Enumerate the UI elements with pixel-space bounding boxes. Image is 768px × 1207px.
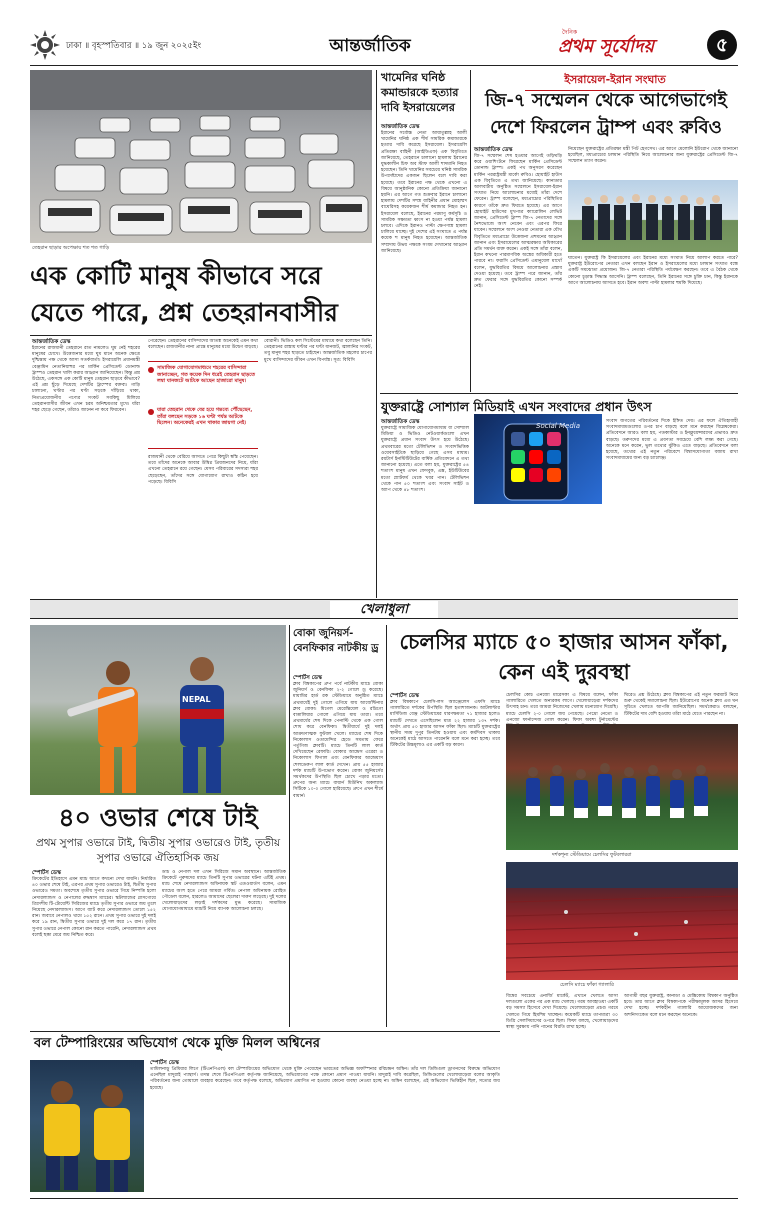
tehran-headline: এক কোটি মানুষ কীভাবে সরে যেতে পারে, প্রশ্ন তেহরানবাসীর	[30, 261, 338, 327]
ashwin-headline: বল টেম্পারিংয়ের অভিযোগ থেকে মুক্তি মিলল অশ্বিনের	[34, 1036, 320, 1051]
tehran-column-3: বোরানী। ভিডিও কল সিস্টেমের মাধ্যমে কথা বলেছেন তিনি। তেহরানের রাস্তায় ঘণ্টার পর ঘণ্টা যানজট, জ্বালানির সংকট, তবু মানুষ শহর ছাড়তে চাইছেন। আন্তর্জাতিক মহলের চাপের মুখে বাসিন্দাদের জীবন এখন বিপর্যস্ত। সূত্র: বিবিসি	[264, 339, 372, 363]
sports-divider-2	[386, 625, 387, 1027]
social-photo-label: Social Media	[536, 422, 581, 430]
chelsea-lower-col-2: আগামী বছর যুক্তরাষ্ট্র, কানাডা ও মেক্সিকোয় বিশ্বকাপ অনুষ্ঠিত হবে। তার আগে ক্লাব বিশ্বকাপকে পরীক্ষামূলক আসর হিসেবে দেখা হচ্ছে। দর্শকহীন গ্যালারি আয়োজকদের জন্য অশনিসংকেত বলে মনে করছেন অনেকে।	[624, 994, 738, 1018]
page-bottom-rule	[30, 1198, 738, 1199]
ashwin-top-rule	[30, 1031, 500, 1032]
social-column-2: সংবাদ জগতের পরিবর্তনের দিকে ইঙ্গিত দেয়। এর ফলে ঐতিহ্যবাহী সংবাদমাধ্যমগুলোর ওপর চাপ বাড়ছে বলে মনে করছেন বিশ্লেষকেরা। প্রতিবেদনে আরও বলা হয়, পডকাস্টার ও ইনফ্লুয়েন্সারদের প্রভাবও দ্রুত বাড়ছে। তরুণদের মধ্যে এ প্রবণতা সবচেয়ে বেশি লক্ষ্য করা গেছে। অনেকে মনে করেন, ভুল তথ্যের ঝুঁকিও এতে বাড়ছে। প্রতিবেদনে বলা হয়েছে, তথ্যের এই নতুন পরিবেশে বিশ্বাসযোগ্যতা বজায় রাখা সংবাদমাধ্যমের জন্য বড় চ্যালেঞ্জ।	[606, 419, 738, 462]
quote-bullet-2	[148, 407, 258, 447]
chelsea-headline: চেলসির ম্যাচে ৫০ হাজার আসন ফাঁকা, কেন এই দুরবস্থা	[399, 630, 729, 684]
tehran-column-1: ইরানের রাজধানী তেহরানে রাত নামলেও ঘুম নেই শহরের মানুষের চোখে। উত্তেজনার মধ্যে ঘুম মানে অনেক ক্ষেত্রে দুশ্চিন্তায় পক্ষ থেকে আসা সতর্কবার্তা। ইসরায়েলি প্রধানমন্ত্রী বেঞ্জামিন নেতানিয়াহুর পর মার্কিন প্রেসিডেন্ট ডোনাল্ড ট্রাম্পও তেহরান খালি করার আহ্বান জানিয়েছেন। কিন্তু প্রশ্ন উঠেছে, একসঙ্গে এক কোটি মানুষ তেহরান ছাড়বে কীভাবে? এই প্রশ্ন ছুঁড়ে দিয়েছে দেশটির ট্রাম্পের বক্তব্য। গাড়ি চালানো, ঘণ্টার পর ঘণ্টা সড়কে দাঁড়িয়ে থাকা, নিত্যপ্রয়োজনীয় পণ্যের সংকট সবকিছু মিলিয়ে তেহরানবাসীর জীবন এখন চরম অনিশ্চয়তার মুখে। যাঁরা শহর ছেড়ে গেছেন, তাঁরাও জানেন না কবে ফিরবেন।	[32, 346, 140, 414]
sports-banner-title: খেলাধুলা	[330, 601, 438, 618]
g7-leaders-photo	[568, 180, 738, 252]
quote-text-2: যারা তেহরান থেকে বের হয়ে গন্তব্যে পৌঁছেছেন, তাঁরা বলছেন সড়কে ১৬ ঘণ্টা পর্যন্ত আটকে ছিলেন। অনেকেরই এখন থাকার জায়গা নেই।	[157, 407, 253, 427]
footballers-graphic	[506, 724, 738, 850]
tie-headline: ৪০ ওভার শেষে টাই	[58, 803, 258, 832]
khamenei-body: ইরানের সর্বোচ্চ নেতা আয়াতুল্লাহ আলী খামেনির ঘনিষ্ঠ এক শীর্ষ সামরিক কমান্ডারকে হত্যার দাবি করেছে ইসরায়েল। ইসরায়েলি প্রতিরক্ষা বাহিনী (আইডিএফ) এক বিবৃতিতে জানিয়েছে, তেহরানে চালানো হামলায় ইরানের যুদ্ধকালীন চিফ অব স্টাফ আলী শাদমানি নিহত হয়েছেন। তিনি খামেনির সবচেয়ে ঘনিষ্ঠ সামরিক উপদেষ্টাদের একজন ছিলেন বলে দাবি করা হয়েছে। তবে ইরানের পক্ষ থেকে এখনো এ বিষয়ে আনুষ্ঠানিক কোনো প্রতিক্রিয়া জানানো হয়নি। এর আগে গত শুক্রবার ইরানে চালানো হামলায় দেশটির সশস্ত্র বাহিনীর প্রধান মোহাম্মদ বাঘেরিসহ কয়েকজন শীর্ষ কমান্ডার নিহত হন। ইসরায়েল বলেছে, ইরানের পরমাণু কর্মসূচি ও সামরিক সক্ষমতা ধ্বংস না হওয়া পর্যন্ত হামলা চলবে। এদিকে ইরানও পাল্টা ক্ষেপণাস্ত্র হামলা চালিয়ে যাচ্ছে। দুই দেশের এই সংঘাতে এ পর্যন্ত কয়েক শ মানুষ নিহত হয়েছেন। আন্তর্জাতিক সম্প্রদায় উভয় পক্ষকে সংযম দেখানোর আহ্বান জানিয়েছে।	[381, 131, 467, 254]
section-title: আন্তর্জাতিক	[329, 36, 411, 56]
ashwin-desk: স্পোর্টস ডেস্ক	[150, 1060, 179, 1066]
social-column-1: যুক্তরাষ্ট্রে সামাজিক যোগাযোগমাধ্যম বা সোশ্যাল মিডিয়া ও ভিডিও নেটওয়ার্কগুলো এখন যুক্তরাষ্ট্রে প্রধান সংবাদ উৎস হয়ে উঠেছে। প্রথমবারের মতো টেলিভিশন ও সংবাদভিত্তিক ওয়েবসাইটকে ছাড়িয়ে গেছে এসব মাধ্যম। রয়টার্স ইনস্টিটিউটের বার্ষিক প্রতিবেদনে এ তথ্য জানানো হয়েছে। এতে বলা হয়, যুক্তরাষ্ট্রের ৫৪ শতাংশ মানুষ এখন ফেসবুক, এক্স, ইউটিউবের মতো প্ল্যাটফর্ম থেকে খবর পান। টেলিভিশন থেকে পান ৫০ শতাংশ এবং সংবাদ সাইট ও অ্যাপ থেকে ৪৮ শতাংশ।	[381, 426, 469, 494]
chelsea-lower-col-1: বিশ্বের সবচেয়ে এনার্জি মার্কেট, এখানে খেলতে আসা দলগুলো একের পর এক ম্যাচ খেলছে। গরম আবহাওয়া একটি বড় সমস্যা হিসেবে দেখা দিয়েছে। খেলোয়াড়েরা প্রচণ্ড গরমে খেলতে গিয়ে হিমশিম খাচ্ছেন। কয়েকটি ম্যাচে তাপমাত্রা ৩০ ডিগ্রি সেলসিয়াসের ওপরে ছিল। ফিফা বলছে, খেলোয়াড়দের স্বাস্থ্য সুরক্ষায় পানি পানের বিরতি রাখা হচ্ছে।	[506, 994, 618, 1031]
quote-bullet-1	[148, 365, 258, 403]
empty-stands-photo	[506, 862, 738, 980]
tehran-headline-rule	[30, 335, 372, 336]
tehran-column-2: পেরেছেন। তেহরানের বাসিন্দাদের আতঙ্ক অনেকেই এমন কথা বলেছেন। রাজধানীর নানা প্রান্তে মানুষের মধ্যে উদ্বেগ বাড়ছে।	[148, 339, 258, 351]
bullet-dot-icon	[148, 367, 154, 373]
jersey-label: NEPAL	[182, 695, 211, 704]
ashwin-body: তামিলনাড়ু প্রিমিয়ার লিগে (টিএনপিএল) বল টেম্পারিংয়ের অভিযোগ থেকে মুক্তি পেয়েছেন ভারতের অভিজ্ঞ অফস্পিনার রবিচন্দ্রন অশ্বিন। তাঁর দল ডিন্ডিগুল ড্রাগনসের বিরুদ্ধে অভিযোগ এনেছিল মাদুরাই প্যান্থার্স। তদন্ত শেষে টিএনপিএল কর্তৃপক্ষ জানিয়েছে, অভিযোগের পক্ষে কোনো প্রমাণ পাওয়া যায়নি। মাদুরাই দাবি করেছিল, ডিন্ডিগুলের খেলোয়াড়েরা বলের আকৃতি পরিবর্তনের জন্য তোয়ালে ব্যবহার করেছেন। তবে কর্তৃপক্ষ বলেছে, অভিযোগ প্রমাণিত না হওয়ায় কোনো ব্যবস্থা নেওয়া হচ্ছে না। অশ্বিন বলেছেন, এই অভিযোগ ভিত্তিহীন ছিল, সত্যের জয় হয়েছে।	[150, 1067, 500, 1091]
g7-desk: আন্তর্জাতিক ডেস্ক	[474, 147, 513, 153]
chelsea-players-photo	[506, 724, 738, 850]
tie-subhead: প্রথম সুপার ওভারে টাই, দ্বিতীয় সুপার ওভারেও টাই, তৃতীয় সুপার ওভারে ঐতিহাসিক জয়	[35, 837, 281, 864]
g7-body-2: নিয়েছেন যুক্তরাষ্ট্রের প্রতিরক্ষা মন্ত্রী পিট হেগসেথ। এর আগে মেলোনি ইউরোপ থেকে জানানো হয়েছিল, মধ্যপ্রাচ্যের চলমান পরিস্থিতি নিয়ে আলোচনার জন্য যুক্তরাষ্ট্রের প্রেসিডেন্ট জি-৭ সম্মেলন ত্যাগ করেন।	[568, 147, 738, 165]
leaders-group-graphic	[568, 180, 738, 252]
column-divider-2	[470, 70, 471, 392]
cricket-photo	[30, 625, 286, 795]
masthead	[0, 0, 768, 70]
chelsea-body-2: চেলসির কোচ এনজো মারেসকা এ বিষয়ে বলেন, ফাঁকা গ্যালারিতে খেলতে অন্যরকম লাগে। খেলোয়াড়েরা দর্শকদের উৎসাহ চান। তবে আমরা নিজেদের খেলায় মনোযোগ দিয়েছি। ম্যাচে চেলসি ২-০ গোলে জয় পেয়েছে। পেদ্রো নেতো ও এনজো ফার্নান্দেজ গোল করেন। ফিফা অবশ্য টুর্নামেন্টের	[506, 693, 618, 723]
draw-headline: বোকা জুনিয়র্স-বেনফিকার নাটকীয় ড্র	[293, 628, 379, 654]
khamenei-desk: আন্তর্জাতিক ডেস্ক	[381, 124, 420, 130]
social-media-photo	[474, 414, 602, 504]
chelsea-body-3: ঘিরেও প্রশ্ন উঠেছে। ক্লাব বিশ্বকাপের এই নতুন ফরম্যাট নিয়ে শুরু থেকেই সমালোচনা ছিল। ইউরোপের অনেক ক্লাব এত ঘন সূচিতে খেলতে আপত্তি জানিয়েছিল। সমর্থকেরাও বলছেন, টিকিটের দাম বেশি হওয়ায় তাঁরা মাঠে যেতে পারছেন না।	[624, 693, 738, 717]
tehran-desk: আন্তর্জাতিক ডেস্ক	[32, 339, 71, 345]
tehran-pull-quote	[148, 361, 258, 449]
social-headline: যুক্তরাষ্ট্রে সোশ্যাল মিডিয়াই এখন সংবাদের প্রধান উৎস	[381, 399, 652, 414]
paper-logo: প্রথম সূর্যোদয়	[558, 36, 655, 57]
bullet-dot-icon	[148, 409, 154, 415]
traffic-cars-graphic	[30, 70, 372, 243]
stadium-seats-graphic	[506, 862, 738, 980]
sun-emblem-icon	[30, 30, 60, 60]
social-desk: আন্তর্জাতিক ডেস্ক	[381, 419, 420, 425]
ashwin-photo	[30, 1060, 144, 1192]
sports-divider-1	[289, 625, 290, 1027]
chelsea-photo1-caption: দর্শকশূন্য স্টেডিয়ামে চেলসির ফুটবলাররা	[552, 852, 632, 858]
players-yellow-jersey-graphic	[30, 1060, 144, 1192]
page-number: ৫	[707, 30, 737, 60]
sports-banner	[30, 599, 738, 619]
g7-kicker: ইসরায়েল-ইরান সংঘাত	[525, 71, 705, 91]
tehran-photo-caption: তেহরান ছাড়ার অপেক্ষায় শত শত গাড়ি	[32, 245, 110, 251]
chelsea-photo2-caption: চেলসি ম্যাচে ফাঁকা গ্যালারি	[560, 982, 614, 988]
paper-small-label: দৈনিক	[562, 29, 578, 36]
chelsea-desk: স্পোর্টস ডেস্ক	[390, 693, 419, 699]
g7-body: জি-৭ সম্মেলন শেষ হওয়ার আগেই তড়িঘড়ি করে ওয়াশিংটনে ফিরেছেন মার্কিন প্রেসিডেন্ট ডোনাল্ড ট্রাম্প। একই পথ অনুসরণ করেছেন মার্কিন পররাষ্ট্রমন্ত্রী মার্কো রুবিও। হোয়াইট হাউস এক বিবৃতিতে এ তথ্য জানিয়েছে। কানাডার আলবার্টায় অনুষ্ঠিত সম্মেলনে ইসরায়েল-ইরান সংঘাত নিয়ে আলোচনার মধ্যেই তাঁরা দেশে ফেরেন। ট্রাম্প বলেছেন, মধ্যপ্রাচ্যের পরিস্থিতির কারণে তাঁকে দ্রুত ফিরতে হয়েছে। এর আগে হোয়াইট হাউসের মুখপাত্র ক্যারোলিন লেভিট জানান, প্রেসিডেন্ট ট্রাম্প জি-৭ নেতাদের সঙ্গে নৈশভোজে অংশ নেবেন এবং এরপর ফিরে যাবেন। সম্মেলনে অংশ নেওয়া নেতারা এক যৌথ বিবৃতিতে মধ্যপ্রাচ্যে উত্তেজনা প্রশমনের আহ্বান জানান এবং ইসরায়েলের আত্মরক্ষার অধিকারের প্রতি সমর্থন ব্যক্ত করেন। একই সঙ্গে তাঁরা বলেন, ইরান কখনো পারমাণবিক অস্ত্রের অধিকারী হতে পারবে না। ফরাসি প্রেসিডেন্ট এমানুয়েল মাখোঁ বলেন, যুদ্ধবিরতির বিষয়ে আলোচনার প্রস্তাব দেওয়া হয়েছে। তবে ট্রাম্প পরে জানান, তাঁর দ্রুত ফেরার সঙ্গে যুদ্ধবিরতির কোনো সম্পর্ক নেই।	[474, 154, 562, 290]
quote-text-1: সামাজিক যোগাযোগমাধ্যমে শহরের বাসিন্দারা জানাচ্ছেন, গত কয়েক দিন ধরেই তেহরান ছাড়তে লম্বা যানজটে আটকে আছেন হাজারো মানুষ।	[157, 365, 256, 385]
date-line: ঢাকা ॥ বৃহস্পতিবার ॥ ১৯ জুন ২০২৫ইং	[66, 41, 202, 51]
cricketers-graphic	[30, 625, 286, 795]
g7-body-3: ঘাতেন। যুক্তরাষ্ট্র কি ইসরায়েলের এবং ইরানের মধ্যে সংঘাত নিয়ে আলাপ করতে পারে? যুক্তরাষ্ট্র ইউরোপের নেতারা এখন বলছেন ইরান ও ইসরায়েলের মধ্যে চলমান সংঘাত বন্ধে একটি সমঝোতা প্রয়োজন। জি-৭ নেতারা পরিস্থিতি পর্যবেক্ষণ করছেন। তবে এ বৈঠক থেকে কোনো চূড়ান্ত সিদ্ধান্ত আসেনি। ট্রাম্প বলেছেন, তিনি ইরানের সঙ্গে চুক্তি চান, কিন্তু ইরানকে আগে আলোচনায় আসতে হবে। ইরান অবশ্য পাল্টা হামলার হুমকি দিয়েছে।	[568, 256, 738, 286]
g7-headline: জি-৭ সম্মেলন থেকে আগেভাগেই দেশে ফিরলেন ট্রাম্প এবং রুবিও	[485, 90, 727, 138]
masthead-rule	[30, 65, 738, 66]
tie-body-2: ডাচ ও নেপাল দল এখন সিরিজে সমান অবস্থানে। আন্তর্জাতিক ক্রিকেটে পুরুষদের ম্যাচে তিনটি সুপার ওভারের ঘটনা এটিই প্রথম। ম্যাচ শেষে নেদারল্যান্ডস অধিনায়ক স্কট এডওয়ার্ডস বলেন, এমন ম্যাচের অংশ হতে পেরে আমরা গর্বিত। নেপাল অধিনায়ক রোহিত পৌডেল বলেন, হারলেও আমাদের ছেলেরা দারুণ লড়েছে। দুই দলের খেলোয়াড়দের লড়াই দর্শকদের মুগ্ধ করেছে। সামাজিক যোগাযোগমাধ্যমে ম্যাচটি নিয়ে ব্যাপক আলোচনা চলছে।	[162, 870, 286, 913]
draw-body: ক্লাব বিশ্বকাপের গ্রুপ পর্বে নাটকীয় ম্যাচে বোকা জুনিয়র্স ও বেনফিকা ২-২ গোলে ড্র করেছে। মায়ামির হার্ড রক স্টেডিয়ামে অনুষ্ঠিত ম্যাচে প্রথমার্ধেই দুই গোলে এগিয়ে যায় আর্জেন্টিনার ক্লাব বোকা। মিগেল মেরেন্তিয়েল ও রদ্রিগো বাত্তালিয়ার গোলে এগিয়ে যায় তারা। তবে প্রথমার্ধের শেষ দিকে পেনাল্টি থেকে এক গোল শোধ করে বেনফিকা। দ্বিতীয়ার্ধে দুই দলই আক্রমণাত্মক ফুটবল খেলে। ম্যাচের শেষ দিকে নিকোলাস ওতামেন্দির হেডে সমতায় ফেরে পর্তুগিজ ক্লাবটি। ম্যাচে তিনটি লাল কার্ড দেখিয়েছেন রেফারি। বোকার আন্দ্রেস এরেরা ও নিকোলাস ফিগাল এবং বেনফিকার আন্দ্রেয়াস শেলডেরুপ লাল কার্ড দেখেন। প্রায় ৫৫ হাজার দর্শক ম্যাচটি উপভোগ করেন। বোকা জুনিয়র্সের সমর্থকদের উপস্থিতি ছিল চোখে পড়ার মতো। গ্রুপের অন্য ম্যাচে বায়ার্ন মিউনিখ অকল্যান্ড সিটিকে ১০-০ গোলে হারিয়েছে। গ্রুপে এখন শীর্ষে বায়ার্ন।	[293, 682, 383, 799]
tehran-traffic-photo	[30, 70, 372, 243]
social-top-rule	[380, 393, 738, 394]
tie-body: ক্রিকেটের ইতিহাসে এমন ম্যাচ আগে কখনো দেখা যায়নি। নির্ধারিত ৪০ ওভার শেষে টাই, এরপর প্রথম সুপার ওভারেও টাই, দ্বিতীয় সুপার ওভারেও সমতা। অবশেষে তৃতীয় সুপার ওভারে গিয়ে নিষ্পত্তি হলো নেদারল্যান্ডস ও নেপালের রুদ্ধশ্বাস ম্যাচের। স্কটল্যান্ডের গ্লাসগোয়ে ত্রিদেশীয় টি-টোয়েন্টি সিরিজের ম্যাচে তৃতীয় সুপার ওভারে জয় তুলে নিয়েছে নেদারল্যান্ডস। আগে ব্যাট করে নেদারল্যান্ডস তোলে ১৫২ রান। জবাবে নেপালও থামে ১৫২ রানে। প্রথম সুপার ওভারে দুই দলই করে ১৯ রান, দ্বিতীয় সুপার ওভারে দুই দল করে ১৭ রান। তৃতীয় সুপার ওভারে নেপাল কোনো রান করতে পারেনি, নেদারল্যান্ডস প্রথম বলেই ছক্কা মেরে জয় নিশ্চিত করে।	[32, 877, 156, 938]
tehran-column-2b: রাজধানী থেকে বেরিয়ে আসতে পেরে কিছুটা স্বস্তি পেয়েছেন। তবে তাঁদের অনেকে আবার উদ্বিগ্ন প্রিয়জনদের নিয়ে, যাঁরা এখনো তেহরানে রয়ে গেছেন। যেসব পরিবারের সদস্যরা শহর ছেড়েছেন, তাঁদের সঙ্গে যোগাযোগ রাখাও কঠিন হয়ে পড়েছে। বিবিসি	[148, 455, 258, 485]
column-divider-1	[376, 70, 377, 598]
khamenei-headline: খামেনির ঘনিষ্ঠ কমান্ডারকে হত্যার দাবি ইসরায়েলের	[381, 71, 459, 114]
draw-desk: স্পোর্টস ডেস্ক	[293, 675, 322, 681]
chelsea-body-1: ক্লাব বিশ্বকাপে চেলসি-লস অ্যাঞ্জেলেস এফসি ম্যাচে গ্যালারিতে দর্শকের উপস্থিতি ছিল হতাশাজনক। আটলান্টার মার্সিডিজ বেঞ্জ স্টেডিয়ামের ধারণক্ষমতা ৭১ হাজার হলেও ম্যাচটি দেখতে এসেছিলেন মাত্র ২২ হাজার ১৩৭ দর্শক। অর্থাৎ প্রায় ৫০ হাজার আসন ফাঁকা ছিল। ম্যাচটি যুক্তরাষ্ট্রের স্থানীয় সময় দুপুর তিনটায় হওয়ায় এবং কর্মদিবস থাকায় অনেকেই মাঠে আসতে পারেননি বলে মনে করা হচ্ছে। তবে টিকিটের উচ্চমূল্যও এর একটি বড় কারণ।	[390, 700, 500, 749]
tie-desk: স্পোর্টস ডেস্ক	[32, 870, 61, 876]
